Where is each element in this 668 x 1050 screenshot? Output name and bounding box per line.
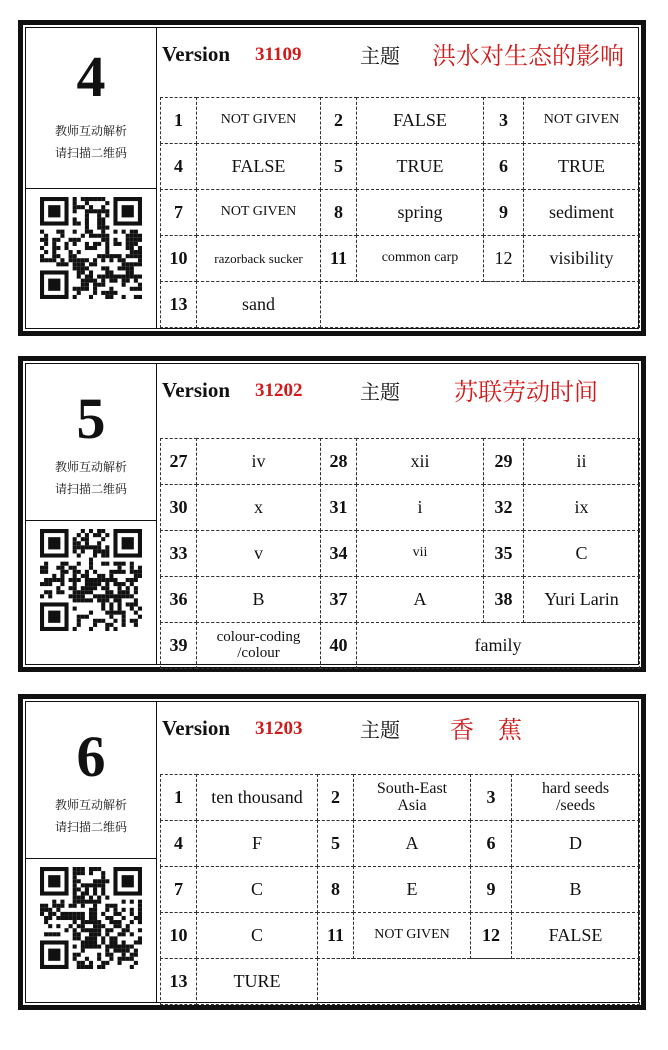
question-number: 5 [317, 820, 354, 867]
question-number: 28 [320, 438, 357, 485]
version-number: 31203 [255, 718, 303, 739]
card-left-column [26, 28, 157, 328]
question-number: 37 [320, 576, 357, 623]
question-number: 27 [160, 438, 197, 485]
teacher-note-line2: 请扫描二维码 [54, 146, 127, 160]
question-number: 35 [483, 530, 524, 577]
teacher-note [26, 456, 156, 500]
question-number: 30 [160, 484, 197, 531]
answer-value: TRUE [356, 143, 484, 190]
theme-label: 主题 [360, 44, 400, 68]
question-number: 34 [320, 530, 357, 577]
question-number: 10 [160, 235, 197, 282]
question-number: 3 [483, 97, 524, 144]
question-number: 32 [483, 484, 524, 531]
answer-value: iv [196, 438, 321, 485]
answer-value: colour-coding /colour [196, 622, 321, 669]
theme-value: 洪水对生态的影响 [432, 42, 624, 70]
card-header [162, 710, 632, 750]
card-number: 4 [76, 44, 106, 109]
question-number: 8 [320, 189, 357, 236]
teacher-note [26, 120, 156, 164]
question-number: 36 [160, 576, 197, 623]
card-header [162, 372, 632, 412]
answer-value: ix [523, 484, 640, 531]
answer-value: common carp [356, 235, 484, 282]
empty-cell [320, 281, 640, 328]
version-label: Version [162, 42, 231, 66]
question-number: 4 [160, 143, 197, 190]
answer-card-6 [18, 694, 646, 1010]
answer-value: C [523, 530, 640, 577]
question-number: 8 [317, 866, 354, 913]
answer-value: i [356, 484, 484, 531]
question-number: 39 [160, 622, 197, 669]
answer-value: visibility [523, 235, 640, 282]
question-number: 1 [160, 97, 197, 144]
teacher-note [26, 794, 156, 838]
answer-value: D [511, 820, 640, 867]
qr-code-icon[interactable] [40, 867, 142, 969]
theme-value: 香 蕉 [450, 716, 522, 744]
answer-value: xii [356, 438, 484, 485]
theme-label: 主题 [360, 718, 400, 742]
question-number: 11 [320, 235, 357, 282]
question-number: 13 [160, 958, 197, 1005]
qr-code-icon[interactable] [40, 197, 142, 299]
teacher-note-line1: 教师互动解析 [54, 798, 127, 812]
answer-value: A [356, 576, 484, 623]
answer-value: hard seeds /seeds [511, 774, 640, 821]
answer-value: C [196, 866, 318, 913]
question-number: 12 [470, 912, 512, 959]
question-number: 2 [317, 774, 354, 821]
card-number: 6 [76, 724, 106, 789]
answer-value: F [196, 820, 318, 867]
teacher-note-line2: 请扫描二维码 [54, 482, 127, 496]
card-number: 5 [76, 386, 106, 451]
answer-value: C [196, 912, 318, 959]
question-number: 10 [160, 912, 197, 959]
answer-value: family [356, 622, 640, 669]
answer-value: Yuri Larin [523, 576, 640, 623]
answer-value: NOT GIVEN [523, 97, 640, 144]
answer-value: razorback sucker [196, 235, 321, 282]
theme-label: 主题 [360, 380, 400, 404]
answer-value: v [196, 530, 321, 577]
answer-value: TRUE [523, 143, 640, 190]
answer-value: FALSE [356, 97, 484, 144]
version-label: Version [162, 716, 231, 740]
answer-value: TURE [196, 958, 318, 1005]
answer-value: vii [356, 530, 484, 577]
theme-value: 苏联劳动时间 [454, 378, 598, 406]
answer-value: ten thousand [196, 774, 318, 821]
question-number: 9 [483, 189, 524, 236]
question-number: 38 [483, 576, 524, 623]
question-number: 2 [320, 97, 357, 144]
answer-value: sand [196, 281, 321, 328]
qr-box [26, 520, 156, 664]
answer-value: NOT GIVEN [196, 97, 321, 144]
qr-code-icon[interactable] [40, 529, 142, 631]
question-number: 3 [470, 774, 512, 821]
answer-value: A [353, 820, 471, 867]
answer-card-5 [18, 356, 646, 672]
answer-value: E [353, 866, 471, 913]
question-number: 13 [160, 281, 197, 328]
answer-value: FALSE [196, 143, 321, 190]
question-number: 40 [320, 622, 357, 669]
question-number: 12 [483, 235, 524, 282]
question-number: 7 [160, 189, 197, 236]
question-number: 1 [160, 774, 197, 821]
question-number: 7 [160, 866, 197, 913]
teacher-note-line2: 请扫描二维码 [54, 820, 127, 834]
answer-value: FALSE [511, 912, 640, 959]
version-number: 31109 [255, 44, 302, 65]
answer-value: spring [356, 189, 484, 236]
qr-box [26, 188, 156, 328]
question-number: 11 [317, 912, 354, 959]
answer-value: sediment [523, 189, 640, 236]
question-number: 6 [483, 143, 524, 190]
answer-value: B [511, 866, 640, 913]
answer-value: NOT GIVEN [196, 189, 321, 236]
card-left-column [26, 364, 157, 664]
answer-value: NOT GIVEN [353, 912, 471, 959]
version-number: 31202 [255, 380, 303, 401]
teacher-note-line1: 教师互动解析 [54, 124, 127, 138]
question-number: 29 [483, 438, 524, 485]
question-number: 5 [320, 143, 357, 190]
question-number: 6 [470, 820, 512, 867]
question-number: 4 [160, 820, 197, 867]
answer-value: x [196, 484, 321, 531]
question-number: 31 [320, 484, 357, 531]
teacher-note-line1: 教师互动解析 [54, 460, 127, 474]
answer-value: B [196, 576, 321, 623]
card-header [162, 36, 632, 76]
question-number: 9 [470, 866, 512, 913]
answer-value: ii [523, 438, 640, 485]
version-label: Version [162, 378, 231, 402]
answer-value: South-East Asia [353, 774, 471, 821]
question-number: 33 [160, 530, 197, 577]
card-left-column [26, 702, 157, 1002]
qr-box [26, 858, 156, 1002]
answer-card-4 [18, 20, 646, 336]
empty-cell [317, 958, 640, 1005]
